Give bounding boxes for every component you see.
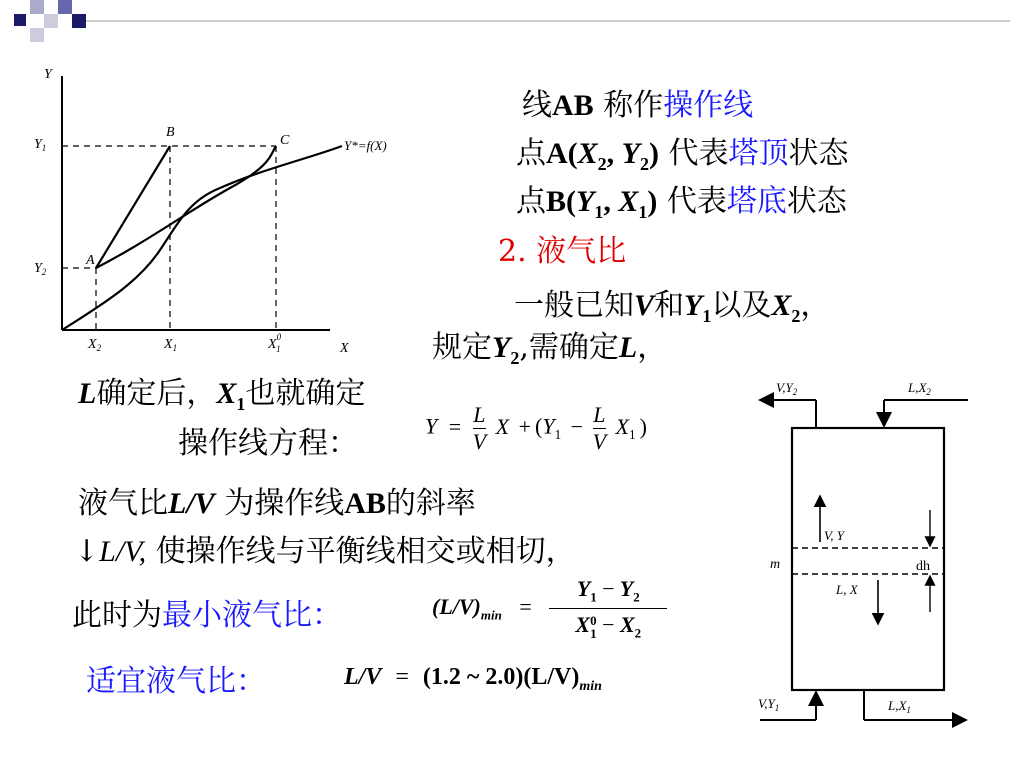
section-heading-liquid-gas-ratio: 2. 液气比 (498, 234, 627, 269)
point-a-label: A (86, 253, 95, 268)
l-determined-text: L确定后，$X_1$也就确定 (78, 376, 366, 414)
operating-line-equation-label: 操作线方程： (178, 426, 358, 461)
point-a-text: 点$A(X_2$, $Y_2$) 代表塔顶状态 (516, 136, 849, 174)
x-axis-label: X (340, 341, 349, 356)
line-ab-text: 线AB 称作操作线 (522, 88, 754, 123)
y-axis-label: Y (44, 67, 52, 82)
operating-line-equation: Y = $\frac{L}{V}$ $X + (Y_1$ − $\frac{L}{V}$ $X_1$ ) (425, 402, 647, 454)
x1-label: $X_1$ (164, 337, 178, 353)
x2-label: $X_2$ (88, 337, 102, 353)
y2-label: $Y_2$ (34, 261, 47, 277)
mid-up-label: V, Y (824, 528, 844, 543)
y1-label: $Y_1$ (34, 137, 47, 153)
slope-text: 液气比L/V 为操作线AB的斜率 (78, 486, 476, 521)
top-left-label: $V,Y_2$ (776, 380, 798, 397)
known-values-text: 一般已知V和$Y_1$以及$X_2$， (514, 288, 831, 326)
tangent-text: ↓L/V, 使操作线与平衡线相交或相切， (74, 534, 576, 569)
point-c-label: C (280, 133, 290, 148)
column-diagram (740, 370, 1000, 730)
min-ratio-equation: $(L/V)_{min}$ = $Y_1 - Y_2$ X 0 1 − $X_2$ (432, 576, 667, 642)
equilibrium-curve (62, 146, 342, 330)
point-b-label: B (166, 125, 175, 140)
mid-down-label: L, X (836, 582, 858, 597)
dh-label: dh (916, 559, 930, 574)
curve-label: Y*=f(X) (344, 138, 387, 153)
corner-squares-icon (0, 0, 1024, 50)
equilibrium-graph (30, 60, 410, 370)
specify-text: 规定$Y_2$,需确定L， (432, 330, 668, 368)
bottom-right-label: $L,X_1$ (888, 698, 911, 715)
top-right-label: $L,X_2$ (908, 380, 931, 397)
min-ratio-label: 此时为最小液气比： (72, 598, 342, 633)
point-b-text: 点$B(Y_1$, $X_1$) 代表塔底状态 (516, 184, 847, 222)
optimal-ratio-equation: L/V = (1.2 ~ $2.0)(L/V)_{min}$ (344, 664, 602, 694)
m-label: m (770, 557, 781, 572)
corner-decoration (0, 0, 1024, 50)
bottom-left-label: $V,Y_1$ (758, 696, 780, 713)
optimal-ratio-label: 适宜液气比： (86, 664, 266, 699)
operating-line (96, 146, 276, 268)
x1-zero-label: $X^0$ 1 (268, 332, 282, 354)
